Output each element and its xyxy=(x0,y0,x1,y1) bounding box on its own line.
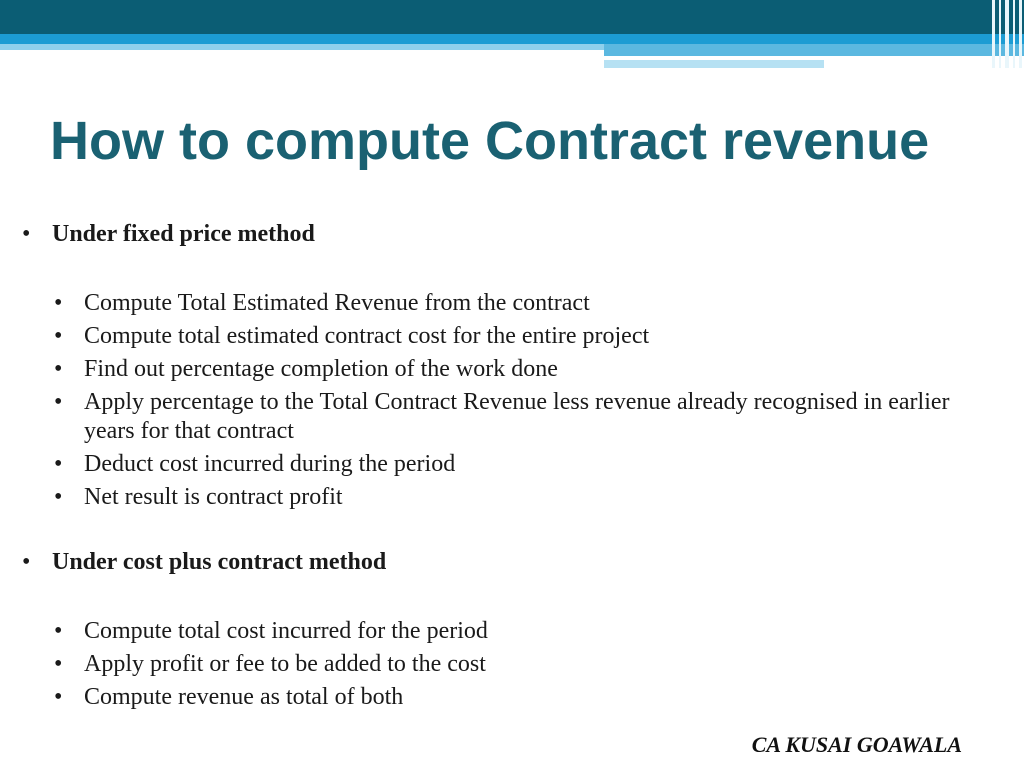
header-accent-band xyxy=(604,44,1024,56)
bullet-icon: • xyxy=(54,290,63,316)
list-item: • Compute total estimated contract cost for the entire project xyxy=(54,323,650,349)
list-item: • Compute Total Estimated Revenue from the contract xyxy=(54,290,590,316)
bullet-icon: • xyxy=(22,549,31,575)
list-item: • Net result is contract profit xyxy=(54,484,343,510)
bullet-icon: • xyxy=(54,323,63,349)
section-heading-cost-plus: • Under cost plus contract method xyxy=(22,546,1002,578)
list-item: • Apply percentage to the Total Contract Revenue less revenue already recognised in earlier years for that contract xyxy=(54,389,950,444)
author-footer: CA KUSAI GOAWALA xyxy=(751,732,962,757)
list-item: • Apply profit or fee to be added to the cost xyxy=(54,651,486,677)
slide-content xyxy=(22,218,1002,712)
bullet-icon: • xyxy=(54,618,63,644)
slide-title: How to compute Contract revenue xyxy=(50,111,930,171)
header-light-band xyxy=(0,44,604,50)
bullet-icon: • xyxy=(22,221,31,247)
bullet-icon: • xyxy=(54,389,63,415)
list-item: • Compute revenue as total of both xyxy=(54,684,404,710)
bullet-icon: • xyxy=(54,356,63,382)
bullet-icon: • xyxy=(54,451,63,477)
list-item: • Find out percentage completion of the work done xyxy=(54,356,558,382)
section-heading-fixed-price: • Under fixed price method xyxy=(22,218,1002,250)
bullet-icon: • xyxy=(54,484,63,510)
header-pale-band xyxy=(604,60,824,68)
bullet-icon: • xyxy=(54,684,63,710)
bullet-icon: • xyxy=(54,651,63,677)
header-stripes xyxy=(990,0,1024,68)
list-item: • Compute total cost incurred for the period xyxy=(54,618,488,644)
header-blue-band xyxy=(0,34,1024,44)
header-dark-band xyxy=(0,0,1024,34)
list-item: • Deduct cost incurred during the period xyxy=(54,451,456,477)
